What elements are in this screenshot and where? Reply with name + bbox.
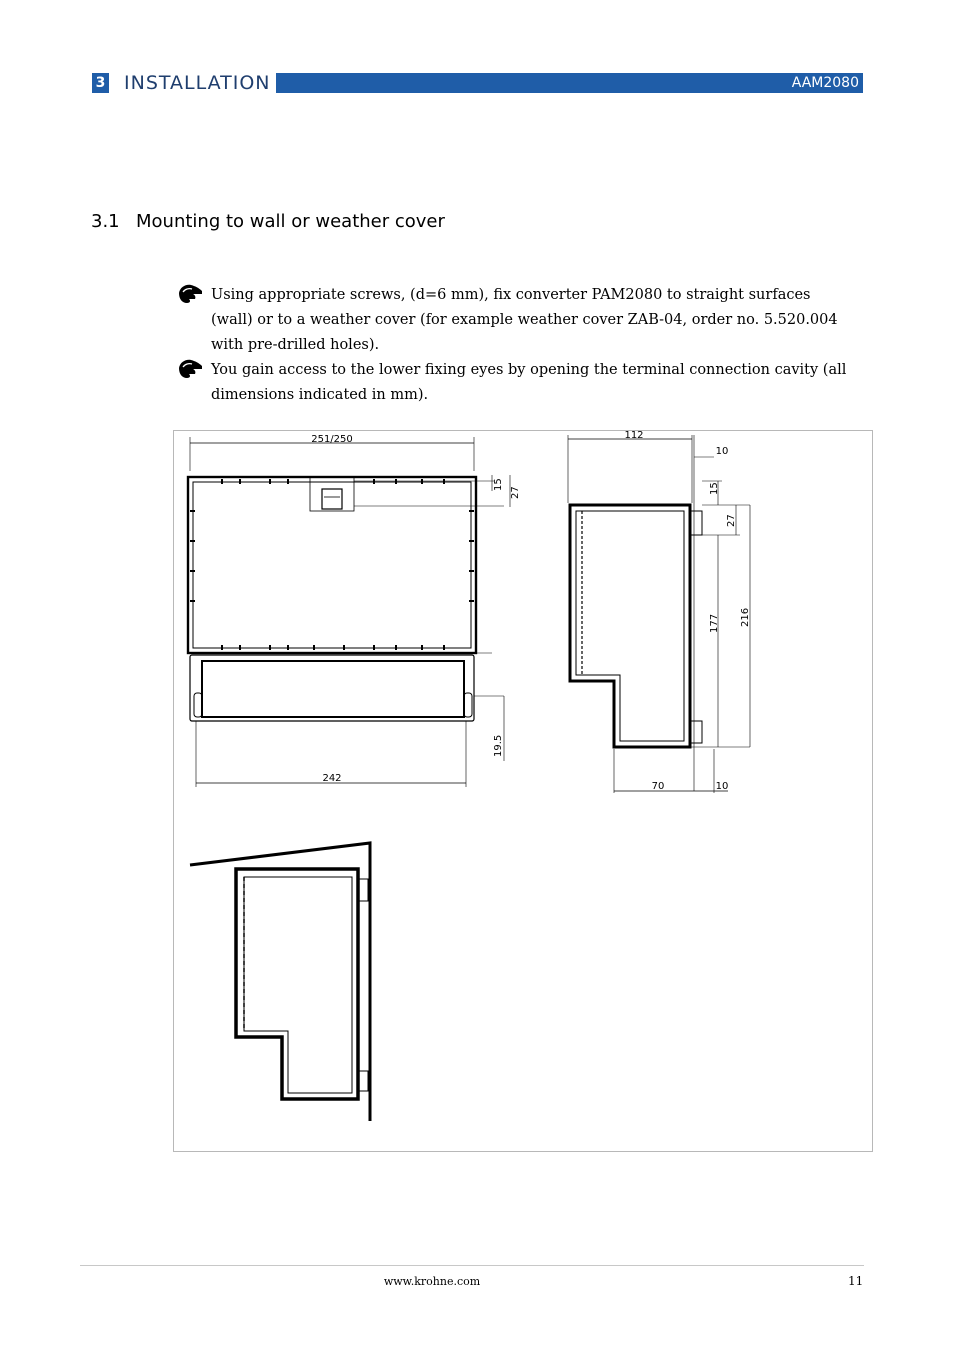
section-number: 3.1 [91,211,120,232]
footer-url[interactable]: www.krohne.com [383,1275,481,1288]
instruction-text: You gain access to the lower fixing eyes by opening the terminal connection cavity (all dimensions indicated in mm). [211,362,847,403]
dim-label: 10 [715,781,729,792]
dim-label: 251/250 [311,434,353,445]
section-title: Mounting to wall or weather cover [136,211,445,232]
footer-divider [80,1265,864,1266]
dim-label: 27 [510,486,521,499]
instruction-text: Using appropriate screws, (d=6 mm), fix converter PAM2080 to straight surfaces (wall) or to a weather cover (for example weather cover ZAB-04, order no. 5.520.004 with pre-drilled holes). [211,287,838,353]
dim-label: 27 [726,514,737,527]
dim-label: 15 [493,478,504,491]
section-heading [91,211,445,232]
dim-label: 177 [709,613,720,633]
header-bar [276,73,863,93]
dim-label: 19.5 [493,734,504,757]
chapter-number: 3 [92,73,109,93]
front-view [188,437,510,787]
dim-label: 112 [624,431,644,441]
dim-label: 15 [709,482,720,495]
dim-label: 216 [740,607,751,627]
instruction-item [177,358,847,408]
dim-label: 242 [322,773,342,784]
page-header [92,73,863,93]
instruction-item [177,283,847,358]
dimension-labels [311,431,751,792]
page-number: 11 [848,1274,864,1288]
model-label: AAM2080 [791,75,859,91]
side-view [568,435,750,793]
pointing-hand-icon [177,283,203,305]
dimension-drawing [173,430,873,1152]
weather-cover-view [190,843,370,1121]
chapter-title: INSTALLATION [124,72,271,94]
dim-label: 10 [715,446,729,457]
pointing-hand-icon [177,358,203,380]
dim-label: 70 [651,781,665,792]
